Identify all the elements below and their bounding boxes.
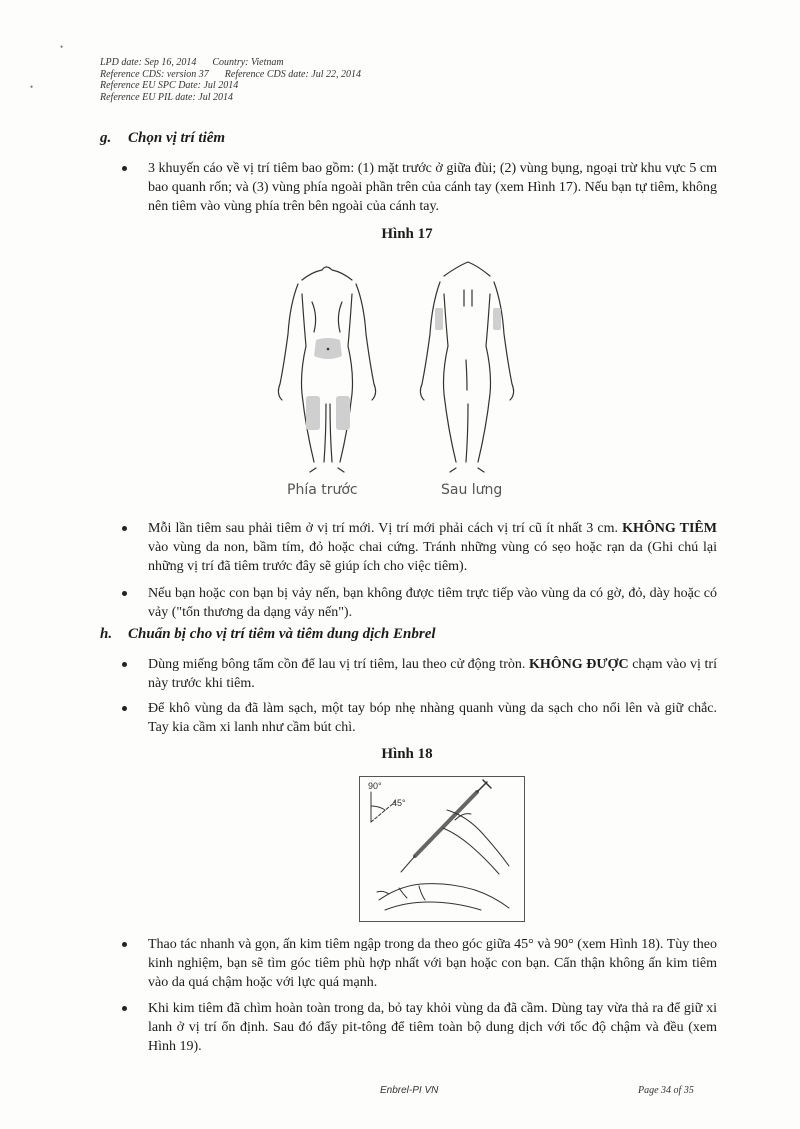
bullet-clean-site: Dùng miếng bông tẩm cồn để lau vị trí tiêm, lau theo cử động tròn. KHÔNG ĐƯỢC chạm vào vị trí này trước khi tiêm.: [122, 655, 717, 693]
scan-mark: •: [30, 82, 34, 92]
section-g-heading: g. Chọn vị trí tiêm: [100, 130, 226, 146]
scan-mark: •: [60, 42, 64, 52]
bullet-dot: [122, 1006, 127, 1011]
bullet-rotate-sites: Mỗi lần tiêm sau phải tiêm ở vị trí mới. Vị trí mới phải cách vị trí cũ ít nhất 3 cm. KHÔNG TIÊM vào vùng da non, bầm tím, đỏ hoặc chai cứng. Tránh những vùng có sẹo hoặc rạn da (Ghi chú lại những vị trí đã tiêm trước đây sẽ giúp ích cho việc tiêm).: [122, 519, 717, 576]
angle-90-label: 90°: [368, 781, 382, 791]
figure-17-title: Hình 17: [381, 226, 433, 242]
eu-spc-date: Reference EU SPC Date: Jul 2014: [100, 80, 239, 92]
bullet-injection-sites: 3 khuyến cáo về vị trí tiêm bao gồm: (1) mặt trước ở giữa đùi; (2) vùng bụng, ngoại trừ khu vực 5 cm bao quanh rốn; và (3) vùng phía ngoài phần trên của cánh tay (xem Hình 17). Nếu bạn tự tiêm, không nên tiêm vào vùng phía trên bên ngoài của cánh tay.: [122, 159, 717, 216]
section-h-heading: h. Chuẩn bị cho vị trí tiêm và tiêm dung dịch Enbrel: [100, 626, 436, 642]
bullet-dot: [122, 706, 127, 711]
figure-18-title: Hình 18: [381, 746, 433, 762]
figure-18-injection-illustration: [359, 776, 525, 922]
figure-17-back-label: Sau lưng: [441, 482, 503, 498]
country: Country: Vietnam: [212, 57, 284, 68]
document-metadata: [100, 57, 361, 103]
bullet-pinch-skin: Để khô vùng da đã làm sạch, một tay bóp nhẹ nhàng quanh vùng da sạch cho nổi lên và giữ chắc. Tay kia cầm xi lanh như cầm bút chì.: [122, 699, 717, 737]
bullet-dot: [122, 526, 127, 531]
bullet-dot: [122, 591, 127, 596]
lpd-date: LPD date: Sep 16, 2014: [100, 57, 197, 68]
eu-pil-date: Reference EU PIL date: Jul 2014: [100, 91, 234, 103]
footer-page-number: Page 34 of 35: [638, 1085, 694, 1096]
bullet-dot: [122, 166, 127, 171]
cds-date: Reference CDS date: Jul 22, 2014: [224, 68, 362, 80]
bullet-dot: [122, 662, 127, 667]
figure-17-front-label: Phía trước: [287, 482, 358, 498]
angle-45-label: 45°: [392, 798, 406, 808]
figure-17-body-diagram: [268, 254, 538, 476]
bullet-psoriasis: Nếu bạn hoặc con bạn bị vảy nến, bạn không được tiêm trực tiếp vào vùng da có gờ, đỏ, dày hoặc có vảy ("tổn thương da dạng vảy nến").: [122, 584, 717, 622]
cds-version: Reference CDS: version 37: [100, 68, 209, 80]
bullet-push-plunger: Khi kim tiêm đã chìm hoàn toàn trong da, bỏ tay khỏi vùng da đã cầm. Dùng tay vừa thả ra để giữ xi lanh ở vị trí ổn định. Sau đó đẩy pit-tông để tiêm toàn bộ dung dịch với tốc độ chậm và đều (xem Hình 19).: [122, 999, 717, 1056]
bullet-dot: [122, 942, 127, 947]
footer-document-name: Enbrel-PI VN: [380, 1085, 439, 1096]
bullet-insert-needle: Thao tác nhanh và gọn, ấn kim tiêm ngập trong da theo góc giữa 45° và 90° (xem Hình 18). Tùy theo kinh nghiệm, bạn sẽ tìm góc tiêm phù hợp nhất với bạn hoặc con bạn. Cẩn thận không ấn kim tiêm vào da quá chậm hoặc với lực quá mạnh.: [122, 935, 717, 992]
